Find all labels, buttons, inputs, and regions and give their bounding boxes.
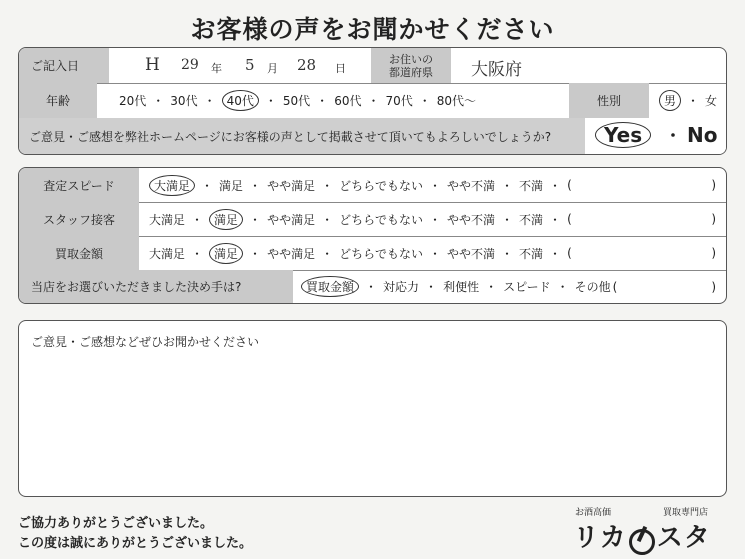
age-option[interactable]: 80代〜 xyxy=(436,94,477,108)
rating-paren-open: ( xyxy=(567,246,572,260)
date-address-row xyxy=(19,48,726,84)
consent-no[interactable]: No xyxy=(687,123,718,147)
rating-option-selected[interactable]: 満足 xyxy=(209,243,243,264)
decider-row xyxy=(19,270,726,303)
logo-name-left: リカ xyxy=(573,523,627,553)
footer-thanks-2: この度は誠にありがとうございました。 xyxy=(18,536,253,551)
rating-row-speed xyxy=(19,168,726,203)
date-label: ご記入日 xyxy=(19,48,109,83)
address-label-line1: お住いの xyxy=(389,52,433,66)
date-year-unit: 年 xyxy=(211,62,222,75)
rating-row-staff xyxy=(19,202,726,237)
footer-thanks-1: ご協力ありがとうございました。 xyxy=(18,516,214,531)
rating-option[interactable]: 満足 xyxy=(219,178,244,193)
age-option[interactable]: 20代 xyxy=(119,94,147,108)
gender-options: 男 ・ 女 xyxy=(659,83,717,118)
logo-tag-left: お酒高価 xyxy=(575,508,612,518)
address-value[interactable]: 大阪府 xyxy=(471,60,522,80)
date-month: 5 xyxy=(245,56,255,74)
date-value[interactable] xyxy=(111,48,371,83)
rating-option[interactable]: どちらでもない xyxy=(339,178,423,193)
rating-options: 大満足 ・ 満足 ・ やや満足 ・ どちらでもない ・ やや不満 ・ 不満 ・ ( ) xyxy=(149,168,716,202)
ratings-section xyxy=(18,167,727,304)
logo xyxy=(565,505,735,555)
date-month-unit: 月 xyxy=(267,62,278,75)
address-label xyxy=(371,48,451,83)
rating-option[interactable]: やや満足 xyxy=(267,178,316,193)
gender-female[interactable]: 女 xyxy=(705,94,718,108)
decider-option-selected[interactable]: 買取金額 xyxy=(301,276,359,297)
address-label-line2: 都道府県 xyxy=(389,65,433,79)
rating-label: スタッフ接客 xyxy=(19,202,139,236)
rating-option[interactable]: やや満足 xyxy=(267,212,316,227)
rating-option[interactable]: どちらでもない xyxy=(339,246,423,261)
rating-option-selected[interactable]: 満足 xyxy=(209,209,243,230)
rating-option[interactable]: やや不満 xyxy=(447,246,496,261)
consent-question: ご意見・ご感想を弊社ホームページにお客様の声として掲載させて頂いてもよろしいでしょうか? xyxy=(29,129,552,144)
rating-paren-open: ( xyxy=(567,178,572,192)
decider-option[interactable]: 対応力 xyxy=(383,280,420,294)
rating-option[interactable]: 不満 xyxy=(519,178,544,193)
date-day: 28 xyxy=(297,56,317,74)
consent-dot: ・ xyxy=(665,126,682,145)
age-option[interactable]: 60代 xyxy=(334,94,362,108)
rating-option[interactable]: 大満足 xyxy=(149,246,186,261)
comments-box[interactable] xyxy=(18,320,727,497)
age-options: 20代 ・ 30代 ・ 40代 ・ 50代 ・ 60代 ・ 70代 ・ 80代〜 xyxy=(119,83,476,118)
age-gender-row xyxy=(19,83,726,119)
age-option-selected[interactable]: 40代 xyxy=(222,90,259,111)
rating-option[interactable]: どちらでもない xyxy=(339,212,423,227)
rating-paren-close: ) xyxy=(711,246,716,260)
consent-answer-box xyxy=(585,118,726,154)
gender-male-selected[interactable]: 男 xyxy=(659,90,681,111)
rating-paren-open: ( xyxy=(567,212,572,226)
info-section xyxy=(18,47,727,155)
date-year: 29 xyxy=(181,57,199,73)
rating-option[interactable]: 不満 xyxy=(519,246,544,261)
consent-yes-selected[interactable]: Yes xyxy=(595,122,651,148)
rating-label: 査定スピード xyxy=(19,168,139,202)
comments-label: ご意見・ご感想などぜひお聞かせください xyxy=(31,335,260,349)
decider-question: 当店をお選びいただきました決め手は? xyxy=(19,270,293,303)
rating-option[interactable]: 不満 xyxy=(519,212,544,227)
rating-option[interactable]: 大満足 xyxy=(149,212,186,227)
age-label: 年齢 xyxy=(19,83,97,118)
decider-paren-close: ) xyxy=(711,279,716,294)
age-option[interactable]: 70代 xyxy=(385,94,413,108)
rating-options: 大満足 ・ 満足 ・ やや満足 ・ どちらでもない ・ やや不満 ・ 不満 ・ ( ) xyxy=(149,202,716,236)
age-option[interactable]: 30代 xyxy=(170,94,198,108)
date-day-unit: 日 xyxy=(335,62,346,75)
consent-row xyxy=(19,118,726,154)
rating-label: 買取金額 xyxy=(19,236,139,270)
rating-options: 大満足 ・ 満足 ・ やや満足 ・ どちらでもない ・ やや不満 ・ 不満 ・ ( ) xyxy=(149,236,716,270)
rating-row-price xyxy=(19,236,726,271)
rating-option[interactable]: やや不満 xyxy=(447,178,496,193)
form-title: お客様の声をお聞かせください xyxy=(190,15,555,44)
rating-option[interactable]: やや不満 xyxy=(447,212,496,227)
decider-options: 買取金額 ・ 対応力 ・ 利便性 ・ スピード ・ その他 ( ) xyxy=(301,270,716,303)
age-option[interactable]: 50代 xyxy=(282,94,311,108)
logo-mark-icon xyxy=(629,529,655,555)
decider-option[interactable]: スピード xyxy=(503,280,551,294)
decider-option[interactable]: その他 xyxy=(574,280,611,294)
logo-tag-right: 買取専門店 xyxy=(663,508,709,518)
gender-label: 性別 xyxy=(569,83,649,118)
decider-paren-open: ( xyxy=(612,279,618,294)
logo-name-right: スタ xyxy=(656,523,711,553)
rating-option[interactable]: やや満足 xyxy=(267,246,316,261)
date-era: H xyxy=(145,55,160,75)
logo-wordmark xyxy=(573,517,711,555)
rating-paren-close: ) xyxy=(711,178,716,192)
rating-paren-close: ) xyxy=(711,212,716,226)
rating-option-selected[interactable]: 大満足 xyxy=(149,175,195,196)
decider-option[interactable]: 利便性 xyxy=(443,280,480,294)
